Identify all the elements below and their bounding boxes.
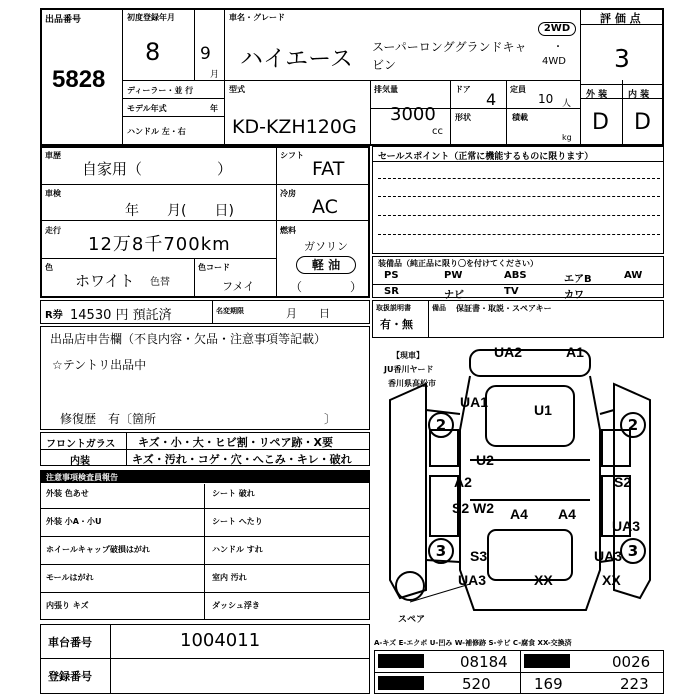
damage-circle: 2 bbox=[620, 412, 646, 438]
damage-code: U1 bbox=[534, 402, 552, 418]
equipment-item: TV bbox=[504, 286, 519, 297]
inspector-title: 注意事項検査員報告 bbox=[46, 473, 118, 482]
load-unit: kg bbox=[562, 133, 572, 142]
color-change: 色替 bbox=[150, 277, 170, 288]
damage-code: XX bbox=[602, 572, 621, 588]
score-label: 評 価 点 bbox=[600, 12, 641, 25]
capacity-unit: 人 bbox=[562, 99, 572, 109]
exterior-label: 外 装 bbox=[586, 90, 608, 100]
damage-code: UA3 bbox=[594, 548, 623, 564]
drive-4wd: 4WD bbox=[542, 56, 566, 67]
color-code-label: 色コード bbox=[198, 263, 230, 272]
inspector-item: ハンドル すれ bbox=[212, 545, 263, 554]
inspector-item: シート へたり bbox=[212, 517, 263, 526]
shift: FAT bbox=[312, 158, 345, 180]
recycle: 14530 円 預託済 bbox=[70, 308, 172, 323]
stat-2: 0026 bbox=[612, 653, 651, 671]
name-change-label: 名変期限 bbox=[216, 307, 244, 315]
shape-label: 形状 bbox=[455, 113, 471, 122]
exterior-grade: D bbox=[592, 110, 609, 135]
inspection-label: 車検 bbox=[45, 189, 61, 198]
lot-number-label: 出品番号 bbox=[45, 15, 82, 25]
doors-label: ドア bbox=[455, 85, 471, 94]
ac-label: 冷房 bbox=[280, 189, 296, 198]
interior-grade: D bbox=[634, 110, 651, 135]
extras-value: 保証書・取説・スペアキー bbox=[456, 304, 552, 313]
dealer-label: ディーラー・並 行 bbox=[127, 86, 194, 95]
month-unit: 月 bbox=[210, 70, 220, 80]
damage-circle: 2 bbox=[428, 412, 454, 438]
inspector-item: 外装 小A・小U bbox=[46, 517, 102, 526]
registration-month: 9 bbox=[200, 44, 211, 64]
damage-code: S3 bbox=[470, 548, 488, 564]
history-label: 車歴 bbox=[45, 151, 61, 160]
interior-label: 内 装 bbox=[628, 90, 650, 100]
damage-code: S2 bbox=[614, 474, 632, 490]
car-name-label: 車名・グレード bbox=[229, 13, 285, 22]
equipment-item: AW bbox=[624, 270, 643, 281]
equipment-item: PW bbox=[444, 270, 463, 281]
damage-code: A2 bbox=[454, 474, 472, 490]
manual-value: 有・無 bbox=[380, 318, 413, 331]
notes-body: ☆テントリ出品中 bbox=[52, 358, 147, 372]
color: ホワイト bbox=[75, 272, 135, 290]
damage-code: S2 W2 bbox=[452, 500, 495, 516]
location-yard: JU香川ヤード bbox=[384, 365, 434, 374]
mileage-label: 走行 bbox=[45, 226, 61, 235]
drive-2wd-badge: 2WD bbox=[538, 22, 576, 36]
ac: AC bbox=[312, 196, 338, 218]
inspector-item: 室内 汚れ bbox=[212, 573, 247, 582]
color-code: フメイ bbox=[222, 280, 255, 293]
handle-label: ハンドル 左・右 bbox=[127, 127, 186, 136]
frame-number: 1004011 bbox=[180, 630, 261, 651]
model-type-label: 型式 bbox=[229, 85, 245, 94]
repair-history: 修復歴 有〔箇所 〕 bbox=[60, 412, 337, 426]
damage-legend: A-キズ E-エクボ U-凹み W-補修跡 S-サビ C-腐食 XX-交換済 bbox=[374, 639, 572, 647]
equipment-item: カワ bbox=[564, 290, 584, 301]
inspection: 年 月( 日) bbox=[125, 203, 234, 219]
damage-code: A4 bbox=[558, 506, 576, 522]
equipment-item: ABS bbox=[504, 270, 527, 281]
damage-code: UA1 bbox=[460, 394, 489, 410]
damage-code: UA3 bbox=[612, 518, 641, 534]
displacement-label: 排気量 bbox=[374, 85, 398, 94]
recycle-label: R券 bbox=[45, 310, 63, 321]
damage-code: U2 bbox=[476, 452, 494, 468]
shift-label: シフト bbox=[280, 151, 304, 160]
inspector-item: 外装 色あせ bbox=[46, 489, 89, 498]
sales-points-frame bbox=[372, 146, 664, 254]
fuel-paren: （ ） bbox=[290, 280, 363, 294]
car-name: ハイエース bbox=[240, 46, 353, 72]
stat-3: 520 bbox=[462, 675, 491, 693]
inspector-item: モールはがれ bbox=[46, 573, 94, 582]
sales-points-title: セールスポイント（正常に機能するものに限ります） bbox=[378, 152, 594, 162]
frame-number-label: 車台番号 bbox=[48, 636, 92, 649]
inspector-item: ダッシュ浮き bbox=[212, 601, 260, 610]
glass-value: キズ・小・大・ヒビ割・リペア跡・X要 bbox=[138, 436, 334, 449]
color-label: 色 bbox=[45, 263, 53, 272]
damage-code: A1 bbox=[566, 344, 584, 360]
capacity: 10 bbox=[538, 92, 554, 106]
inspector-item: ホイールキャップ破損はがれ bbox=[46, 545, 150, 554]
damage-code: XX bbox=[534, 572, 553, 588]
displacement-unit: cc bbox=[432, 126, 443, 137]
notes-title: 出品店申告欄（不良内容・欠品・注意事項等記載） bbox=[50, 332, 327, 346]
displacement: 3000 bbox=[390, 104, 436, 125]
equipment-item: SR bbox=[384, 286, 399, 297]
glass-label: フロントガラス bbox=[46, 439, 116, 450]
registration-year: 8 bbox=[145, 38, 161, 66]
fuel-label: 燃料 bbox=[280, 226, 296, 235]
model-code: KD-KZH120G bbox=[232, 116, 357, 138]
stat-5: 223 bbox=[620, 675, 649, 693]
registration-number-label: 登録番号 bbox=[48, 670, 92, 683]
doors: 4 bbox=[486, 90, 497, 109]
fuel-diesel-badge: 軽 油 bbox=[296, 256, 356, 274]
equipment-item: PS bbox=[384, 270, 399, 281]
capacity-label: 定員 bbox=[510, 85, 526, 94]
damage-code: UA2 bbox=[494, 344, 523, 360]
load-label: 積載 bbox=[512, 113, 528, 122]
equipment-item: ナビ bbox=[444, 290, 464, 301]
inspector-item: シート 破れ bbox=[212, 489, 255, 498]
fuel-gasoline: ガソリン bbox=[304, 240, 348, 253]
car-grade: スーパーロンググランドキャビン bbox=[372, 40, 527, 72]
mileage: 12万8千700km bbox=[88, 234, 231, 255]
spare-label: スペア bbox=[398, 615, 426, 625]
inspector-item: 内張り キズ bbox=[46, 601, 89, 610]
interior-cond-label: 内装 bbox=[70, 456, 90, 467]
damage-code: A4 bbox=[510, 506, 528, 522]
extras-label: 備品 bbox=[432, 304, 446, 312]
equipment-item: エアB bbox=[564, 274, 592, 285]
damage-circle: 3 bbox=[620, 538, 646, 564]
name-change: 月 日 bbox=[286, 307, 330, 320]
dot-separator: ・ bbox=[553, 42, 563, 53]
score: 3 bbox=[614, 44, 630, 73]
damage-code: UA3 bbox=[458, 572, 487, 588]
damage-circle: 3 bbox=[428, 538, 454, 564]
history: 自家用（ ） bbox=[82, 160, 233, 178]
model-year-label: モデル年式 bbox=[127, 104, 167, 113]
first-registration-label: 初度登録年月 bbox=[127, 13, 175, 22]
interior-cond-value: キズ・汚れ・コゲ・穴・へこみ・キレ・破れ bbox=[132, 453, 352, 466]
stat-4: 169 bbox=[534, 675, 563, 693]
location-label: 【現車】 bbox=[392, 351, 424, 360]
lot-number: 5828 bbox=[52, 66, 106, 93]
location-city: 香川県高松市 bbox=[388, 379, 436, 388]
equipment-title: 装備品（純正品に限り〇を付けてください） bbox=[378, 259, 538, 268]
manual-label: 取扱説明書 bbox=[376, 304, 411, 312]
stat-1: 08184 bbox=[460, 653, 508, 671]
model-year-unit: 年 bbox=[210, 104, 218, 113]
